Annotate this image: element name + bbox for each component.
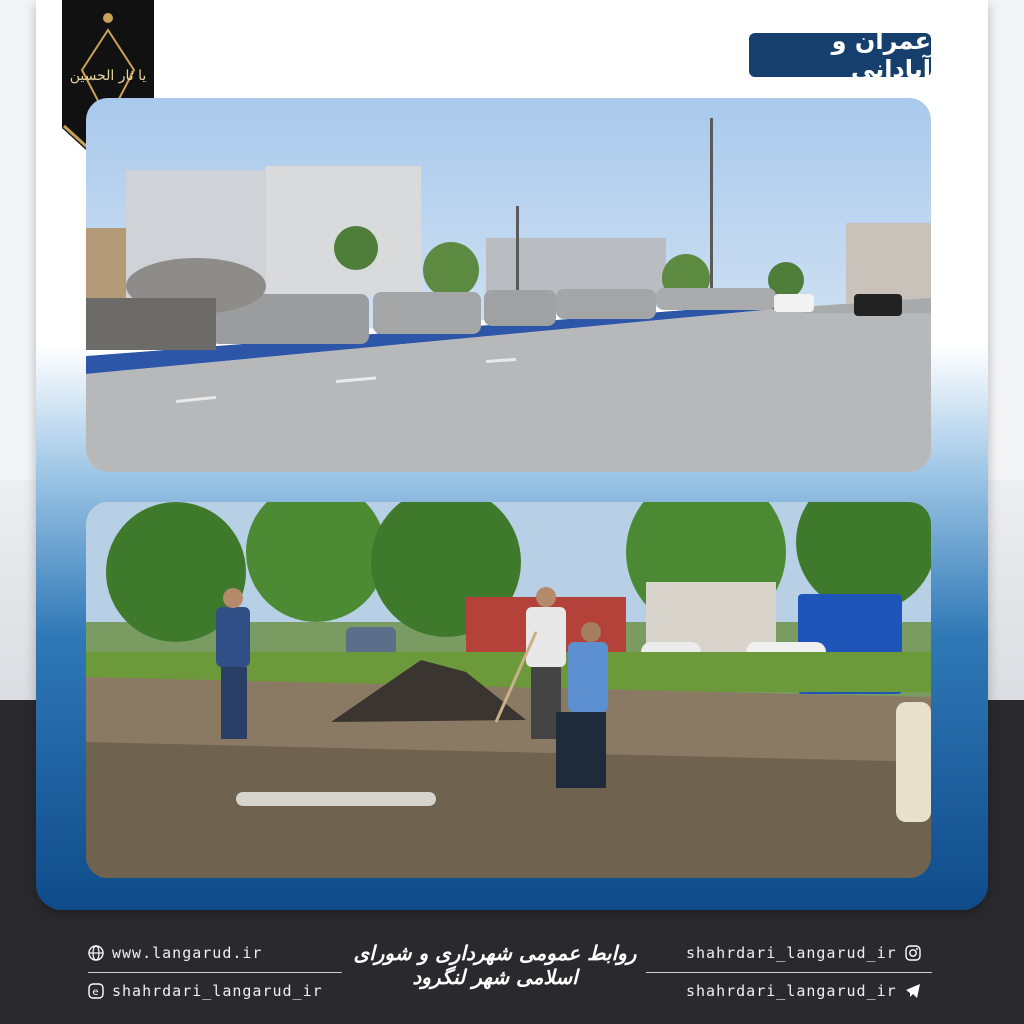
instagram-text: shahrdari_langarud_ir	[686, 944, 897, 962]
photo-road-pipes	[86, 98, 931, 472]
photo-construction-workers	[86, 502, 931, 878]
category-badge: عمران و آبادانی	[749, 33, 931, 77]
banner-caption: یا ثار الحسین	[69, 68, 147, 84]
telegram-icon	[905, 983, 921, 999]
eitaa-text: shahrdari_langarud_ir	[112, 982, 323, 1000]
instagram-icon	[905, 945, 921, 961]
telegram-text: shahrdari_langarud_ir	[686, 982, 897, 1000]
organization-name: روابط عمومی شهرداری و شورای اسلامی شهر لنگرود	[353, 941, 637, 989]
svg-text:e: e	[92, 987, 100, 998]
footer-telegram[interactable]	[686, 982, 921, 1000]
footer-eitaa[interactable]	[88, 982, 323, 1000]
footer-instagram[interactable]	[686, 944, 921, 962]
footer-divider-right	[646, 972, 932, 973]
eitaa-icon	[88, 983, 104, 999]
footer-divider-left	[88, 972, 342, 973]
globe-icon	[88, 945, 104, 961]
website-text: www.langarud.ir	[112, 944, 263, 962]
footer-website[interactable]	[88, 944, 262, 962]
